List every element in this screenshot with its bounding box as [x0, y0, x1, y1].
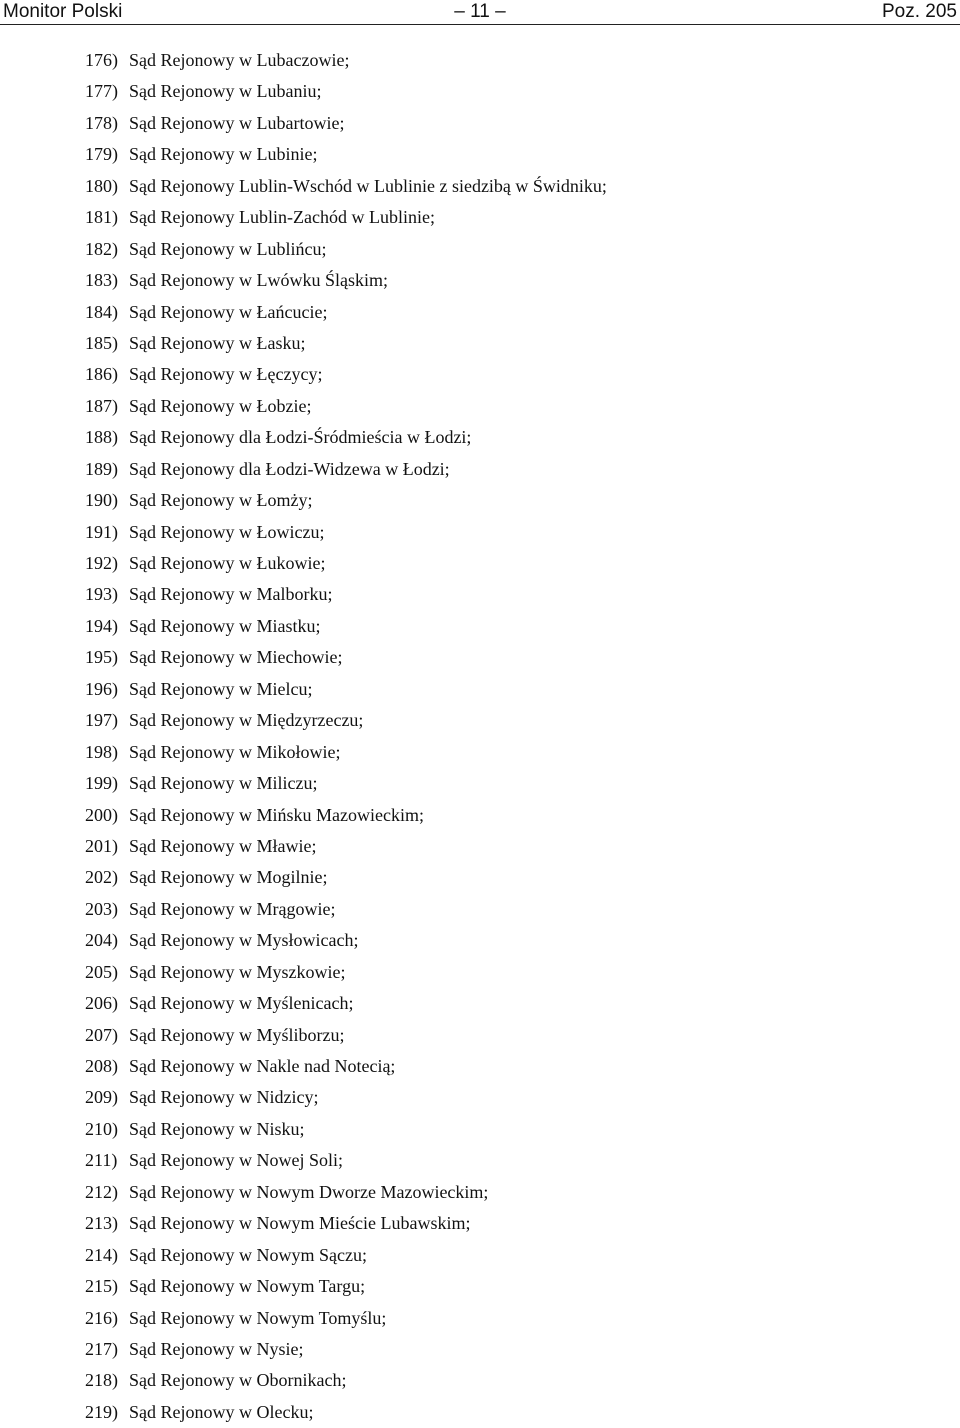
- list-item: [85, 737, 607, 768]
- list-item: [85, 1334, 607, 1365]
- list-item: [85, 139, 607, 170]
- item-text: Sąd Rejonowy w Miechowie;: [129, 647, 343, 668]
- list-item: [85, 611, 607, 642]
- item-number: 189): [85, 458, 118, 479]
- list-item: [85, 1303, 607, 1334]
- item-text: Sąd Rejonowy w Mysłowicach;: [129, 930, 359, 951]
- item-text: Sąd Rejonowy w Nidzicy;: [129, 1087, 319, 1108]
- item-number: 180): [85, 175, 118, 196]
- item-number: 202): [85, 867, 118, 888]
- item-number: 187): [85, 395, 118, 416]
- item-text: Sąd Rejonowy w Nowym Dworze Mazowieckim;: [129, 1181, 489, 1202]
- item-text: Sąd Rejonowy dla Łodzi-Śródmieścia w Łodzi;: [129, 427, 472, 448]
- item-number: 208): [85, 1056, 118, 1076]
- item-number: 205): [85, 961, 118, 982]
- list-item: [85, 265, 607, 296]
- item-text: Sąd Rejonowy w Łęczycy;: [129, 364, 323, 385]
- list-item: [85, 579, 607, 610]
- item-number: 216): [85, 1307, 118, 1328]
- item-text: Sąd Rejonowy w Mrągowie;: [129, 898, 336, 919]
- item-number: 218): [85, 1370, 118, 1391]
- item-number: 193): [85, 584, 118, 605]
- list-item: [85, 234, 607, 265]
- item-number: 204): [85, 930, 118, 951]
- item-number: 217): [85, 1338, 118, 1359]
- item-number: 203): [85, 898, 118, 919]
- list-item: [85, 1271, 607, 1302]
- item-number: 207): [85, 1024, 118, 1045]
- list-item: [85, 485, 607, 516]
- item-number: 215): [85, 1276, 118, 1297]
- court-list: [85, 45, 607, 1428]
- list-item: [85, 768, 607, 799]
- item-number: 201): [85, 835, 118, 856]
- item-number: 211): [85, 1150, 118, 1171]
- item-number: 194): [85, 615, 118, 636]
- list-item: [85, 391, 607, 422]
- item-number: 219): [85, 1401, 118, 1422]
- item-number: 209): [85, 1087, 118, 1108]
- list-item: [85, 1082, 607, 1113]
- list-item: [85, 957, 607, 988]
- item-text: Sąd Rejonowy w Lublińcu;: [129, 238, 327, 259]
- item-number: 213): [85, 1213, 118, 1234]
- list-item: [85, 171, 607, 202]
- list-item: [85, 831, 607, 862]
- list-item: [85, 800, 607, 831]
- item-text: Sąd Rejonowy w Nowym Tomyślu;: [129, 1307, 387, 1328]
- item-text: Sąd Rejonowy w Nisku;: [129, 1118, 305, 1139]
- item-number: 197): [85, 710, 118, 731]
- item-text: Sąd Rejonowy w Nowym Targu;: [129, 1276, 366, 1297]
- item-text: Sąd Rejonowy w Myszkowie;: [129, 961, 346, 982]
- item-text: Sąd Rejonowy w Łukowie;: [129, 553, 326, 573]
- page-number: – 11 –: [454, 1, 506, 22]
- item-text: Sąd Rejonowy w Olecku;: [129, 1401, 314, 1422]
- list-item: [85, 1208, 607, 1239]
- item-number: 200): [85, 804, 118, 825]
- list-item: [85, 1177, 607, 1208]
- item-number: 210): [85, 1118, 118, 1139]
- item-number: 199): [85, 773, 118, 794]
- item-text: Sąd Rejonowy Lublin-Wschód w Lublinie z siedzibą w Świdniku;: [129, 175, 607, 196]
- list-item: [85, 1051, 607, 1082]
- list-item: [85, 422, 607, 453]
- item-number: 188): [85, 427, 118, 448]
- item-text: Sąd Rejonowy w Lubinie;: [129, 144, 318, 165]
- item-text: Sąd Rejonowy w Nakle nad Notecią;: [129, 1056, 396, 1076]
- item-text: Sąd Rejonowy w Lubartowie;: [129, 112, 345, 133]
- item-text: Sąd Rejonowy w Nowej Soli;: [129, 1150, 343, 1171]
- item-number: 179): [85, 144, 118, 165]
- item-number: 198): [85, 741, 118, 762]
- item-text: Sąd Rejonowy w Mińsku Mazowieckim;: [129, 804, 424, 825]
- list-item: [85, 642, 607, 673]
- list-item: [85, 328, 607, 359]
- list-item: [85, 862, 607, 893]
- item-number: 182): [85, 238, 118, 259]
- page-header: [0, 0, 960, 25]
- list-item: [85, 76, 607, 107]
- item-number: 190): [85, 490, 118, 511]
- item-text: Sąd Rejonowy w Łańcucie;: [129, 301, 328, 322]
- list-item: [85, 517, 607, 548]
- list-item: [85, 454, 607, 485]
- item-text: Sąd Rejonowy w Mogilnie;: [129, 867, 328, 888]
- item-text: Sąd Rejonowy w Nysie;: [129, 1338, 304, 1359]
- list-item: [85, 359, 607, 390]
- item-text: Sąd Rejonowy w Łobzie;: [129, 395, 312, 416]
- list-item: [85, 988, 607, 1019]
- item-text: Sąd Rejonowy w Mławie;: [129, 835, 317, 856]
- item-text: Sąd Rejonowy w Łowiczu;: [129, 521, 325, 542]
- item-text: Sąd Rejonowy w Myśliborzu;: [129, 1024, 345, 1045]
- item-number: 214): [85, 1244, 118, 1265]
- publication-title: Monitor Polski: [3, 1, 123, 22]
- item-number: 206): [85, 993, 118, 1014]
- list-item: [85, 297, 607, 328]
- list-item: [85, 45, 607, 76]
- item-number: 177): [85, 81, 118, 102]
- item-number: 196): [85, 678, 118, 699]
- item-text: Sąd Rejonowy w Łomży;: [129, 490, 313, 511]
- item-number: 192): [85, 553, 118, 573]
- list-item: [85, 1145, 607, 1176]
- item-number: 181): [85, 207, 118, 228]
- item-text: Sąd Rejonowy w Malborku;: [129, 584, 333, 605]
- item-text: Sąd Rejonowy w Myślenicach;: [129, 993, 354, 1014]
- position-number: Poz. 205: [882, 1, 957, 22]
- item-text: Sąd Rejonowy w Mielcu;: [129, 678, 313, 699]
- item-text: Sąd Rejonowy w Międzyrzeczu;: [129, 710, 364, 731]
- item-text: Sąd Rejonowy w Łasku;: [129, 332, 306, 353]
- list-item: [85, 548, 607, 579]
- item-text: Sąd Rejonowy dla Łodzi-Widzewa w Łodzi;: [129, 458, 450, 479]
- item-number: 186): [85, 364, 118, 385]
- list-item: [85, 674, 607, 705]
- item-number: 178): [85, 112, 118, 133]
- item-number: 183): [85, 270, 118, 291]
- item-text: Sąd Rejonowy Lublin-Zachód w Lublinie;: [129, 207, 435, 228]
- item-number: 185): [85, 332, 118, 353]
- item-text: Sąd Rejonowy w Lwówku Śląskim;: [129, 270, 388, 291]
- item-text: Sąd Rejonowy w Mikołowie;: [129, 741, 341, 762]
- item-text: Sąd Rejonowy w Nowym Mieście Lubawskim;: [129, 1213, 471, 1234]
- list-item: [85, 894, 607, 925]
- item-number: 191): [85, 521, 118, 542]
- item-text: Sąd Rejonowy w Miliczu;: [129, 773, 318, 794]
- list-item: [85, 1397, 607, 1428]
- item-number: 195): [85, 647, 118, 668]
- item-text: Sąd Rejonowy w Lubaniu;: [129, 81, 322, 102]
- list-item: [85, 925, 607, 956]
- item-number: 212): [85, 1181, 118, 1202]
- item-text: Sąd Rejonowy w Obornikach;: [129, 1370, 347, 1391]
- list-item: [85, 705, 607, 736]
- item-text: Sąd Rejonowy w Nowym Sączu;: [129, 1244, 367, 1265]
- item-number: 184): [85, 301, 118, 322]
- list-item: [85, 108, 607, 139]
- list-item: [85, 202, 607, 233]
- list-item: [85, 1365, 607, 1396]
- list-item: [85, 1020, 607, 1051]
- item-text: Sąd Rejonowy w Miastku;: [129, 615, 321, 636]
- list-item: [85, 1114, 607, 1145]
- item-number: 176): [85, 50, 118, 70]
- list-item: [85, 1240, 607, 1271]
- item-text: Sąd Rejonowy w Lubaczowie;: [129, 50, 350, 70]
